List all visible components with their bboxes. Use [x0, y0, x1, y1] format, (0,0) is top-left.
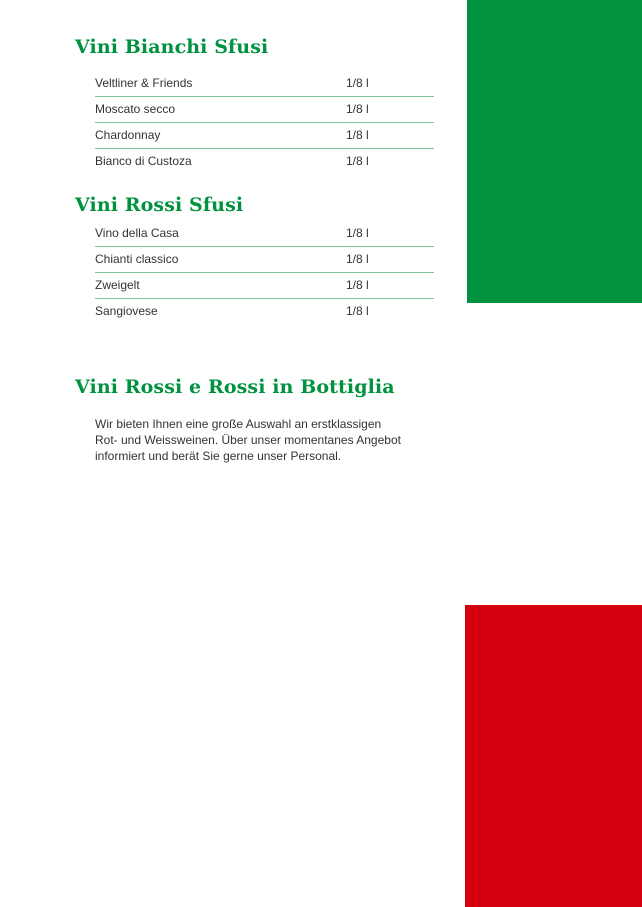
wine-size: 1/8 l [346, 154, 369, 168]
wine-name: Sangiovese [95, 304, 158, 318]
wine-name: Moscato secco [95, 102, 176, 116]
wine-size: 1/8 l [346, 252, 369, 266]
wine-row [95, 273, 434, 299]
wine-name: Bianco di Custoza [95, 154, 192, 168]
wine-row [95, 149, 434, 174]
description-line: informiert und berät Sie gerne unser Personal. [95, 449, 342, 463]
wine-size: 1/8 l [346, 128, 369, 142]
wine-row [95, 299, 434, 324]
wine-name: Zweigelt [95, 278, 140, 292]
wine-size: 1/8 l [346, 226, 369, 240]
section-title-bianchi: Vini Bianchi Sfusi [75, 36, 269, 58]
description-line: Wir bieten Ihnen eine große Auswahl an erstklassigen [95, 417, 382, 431]
wine-row [95, 247, 434, 273]
wine-row [95, 97, 434, 123]
bottiglia-description [95, 416, 440, 464]
wine-row [95, 71, 434, 97]
wine-list-rossi [95, 221, 434, 324]
wine-size: 1/8 l [346, 76, 369, 90]
wine-size: 1/8 l [346, 278, 369, 292]
section-title-rossi: Vini Rossi Sfusi [75, 194, 244, 216]
flag-red-block [465, 605, 642, 907]
description-line: Rot- und Weissweinen. Über unser momentanes Angebot [95, 433, 401, 447]
flag-green-block [467, 0, 642, 303]
wine-name: Vino della Casa [95, 226, 179, 240]
wine-name: Chardonnay [95, 128, 161, 142]
section-title-bottiglia: Vini Rossi e Rossi in Bottiglia [75, 376, 395, 398]
wine-list-bianchi [95, 71, 434, 174]
wine-row [95, 123, 434, 149]
wine-name: Chianti classico [95, 252, 179, 266]
wine-row [95, 221, 434, 247]
wine-size: 1/8 l [346, 304, 369, 318]
wine-size: 1/8 l [346, 102, 369, 116]
wine-name: Veltliner & Friends [95, 76, 193, 90]
